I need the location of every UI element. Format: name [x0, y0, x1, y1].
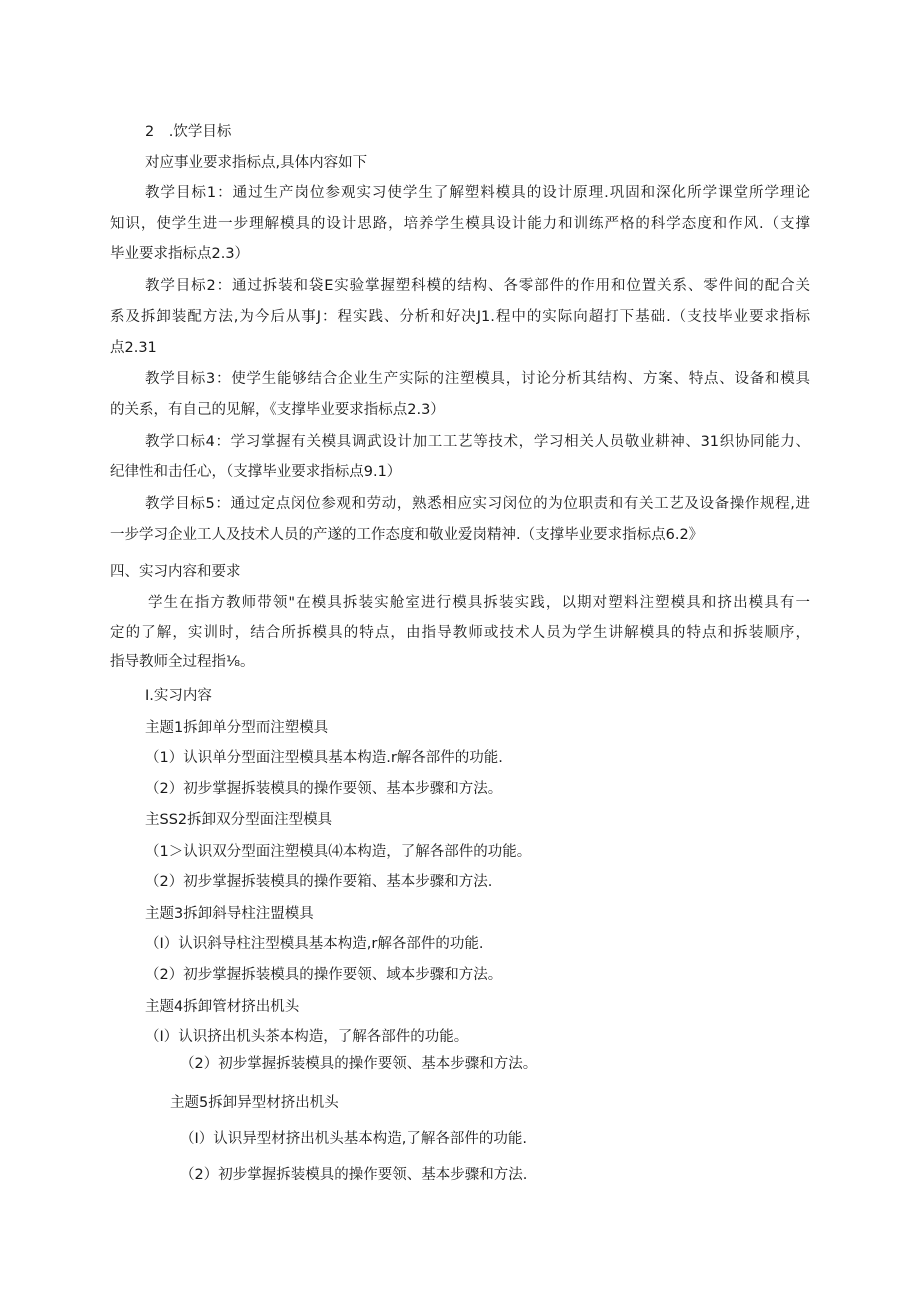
topic-5-title: 主题5拆卸异型材挤出机头 — [170, 1095, 339, 1111]
goal-4-line-2: 纪律性和击任心，（支撑毕业要求指标点9.1） — [110, 464, 402, 480]
goal-4-line-1: 教学口标4：学习掌握有关模具调武设计加工工艺等技术，学习相关人员敬业耕神、31织协同能力、 — [145, 434, 810, 450]
topic-2-title: 主SS2拆卸双分型面注型模具 — [145, 812, 333, 828]
topic-5-item-1: （I）认识异型材挤出机头基本构造,了解各部件的功能. — [180, 1131, 527, 1147]
section-4-para-line-1: 学生在指方教师带领"在模具拆装实舱室进行模具拆装实践，以期对塑料注塑模具和挤出模具有一 — [148, 595, 810, 611]
goal-2-line-3: 点2.31 — [110, 340, 157, 356]
goals-intro: 对应事业要求指标点,具体内容如下 — [145, 155, 368, 171]
goal-3-line-1: 教学目标3：使学生能够结合企业生产实际的注塑模具，讨论分析其结构、方案、特点、设备和模具 — [145, 371, 810, 387]
topic-4-item-2: （2）初步掌握拆装模具的操作要领、基本步骤和方法。 — [180, 1056, 538, 1072]
section-4-para-line-2: 定的了解，实训时，结合所拆模具的特点，由指导教师或技术人员为学生讲解模具的特点和拆装顺序， — [110, 625, 810, 641]
goal-5-line-2: 一步学习企业工人及技术人员的产遂的工作态度和敬业爱岗精神.（支撑毕业要求指标点6.2》 — [110, 527, 704, 543]
topic-3-item-1: （I）认识斜导柱注型模具基本构造,r解各部件的功能. — [145, 936, 484, 952]
topic-5-item-2: （2）初步掌握拆装模具的操作要领、基本步骤和方法. — [180, 1167, 528, 1183]
goal-2-line-2: 系及拆卸装配方法,为今后从事J：程实践、分析和好决J1.程中的实际向超打下基础.（支技毕业要求指标 — [110, 309, 810, 325]
content-heading: I.实习内容 — [145, 688, 212, 704]
section-4-para-line-3: 指导教师全过程指⅛。 — [110, 654, 255, 670]
goal-1-line-1: 教学目标1：通过生产岗位参观实习使学生了解塑料模具的设计原理.巩固和深化所学课堂所学理论 — [145, 185, 810, 201]
topic-1-title: 主题1拆卸单分型而注塑模具 — [145, 720, 329, 736]
goal-2-line-1: 教学目标2：通过拆装和袋E实验掌握塑科模的结构、各零部件的作用和位置关系、零件间的配合关 — [145, 278, 810, 294]
section-4-heading: 四、实习内容和要求 — [110, 564, 241, 580]
topic-1-item-1: （1）认识单分型面注型模具基本构造.r解各部件的功能. — [145, 750, 503, 766]
topic-4-item-1: （I）认识挤出机头茶本构造，了解各部件的功能。 — [145, 1029, 469, 1045]
topic-1-item-2: （2）初步掌握拆装模具的操作要领、基本步骤和方法。 — [145, 781, 503, 797]
topic-2-item-1: （1＞认识双分型面注塑模具⑷本构造，了解各部件的功能。 — [145, 844, 532, 860]
topic-2-item-2: （2）初步掌握拆装模具的操作要箱、基本步骤和方法. — [145, 874, 493, 890]
topic-3-title: 主题3拆卸斜导柱注盟模具 — [145, 906, 314, 922]
goal-5-line-1: 教学目标5：通过定点闵位参观和劳动，熟悉相应实习闵位的为位职责和有关工艺及设备操作规程,进 — [145, 496, 810, 512]
goal-1-line-2: 知识，使学生进一步理解模具的设计思路，培养学生模具设计能力和训练严格的科学态度和作风.（支撑 — [110, 216, 810, 232]
goal-1-line-3: 毕业要求指标点2.3） — [110, 246, 250, 262]
goal-3-line-2: 的关系，有自己的见解，《支撑毕业要求指标点2.3） — [110, 402, 445, 418]
topic-3-item-2: （2）初步掌握拆装模具的操作要领、域本步骤和方法。 — [145, 967, 503, 983]
goals-heading: 2 .饮学目标 — [145, 124, 232, 140]
topic-4-title: 主题4拆卸管材挤出机头 — [145, 999, 300, 1015]
